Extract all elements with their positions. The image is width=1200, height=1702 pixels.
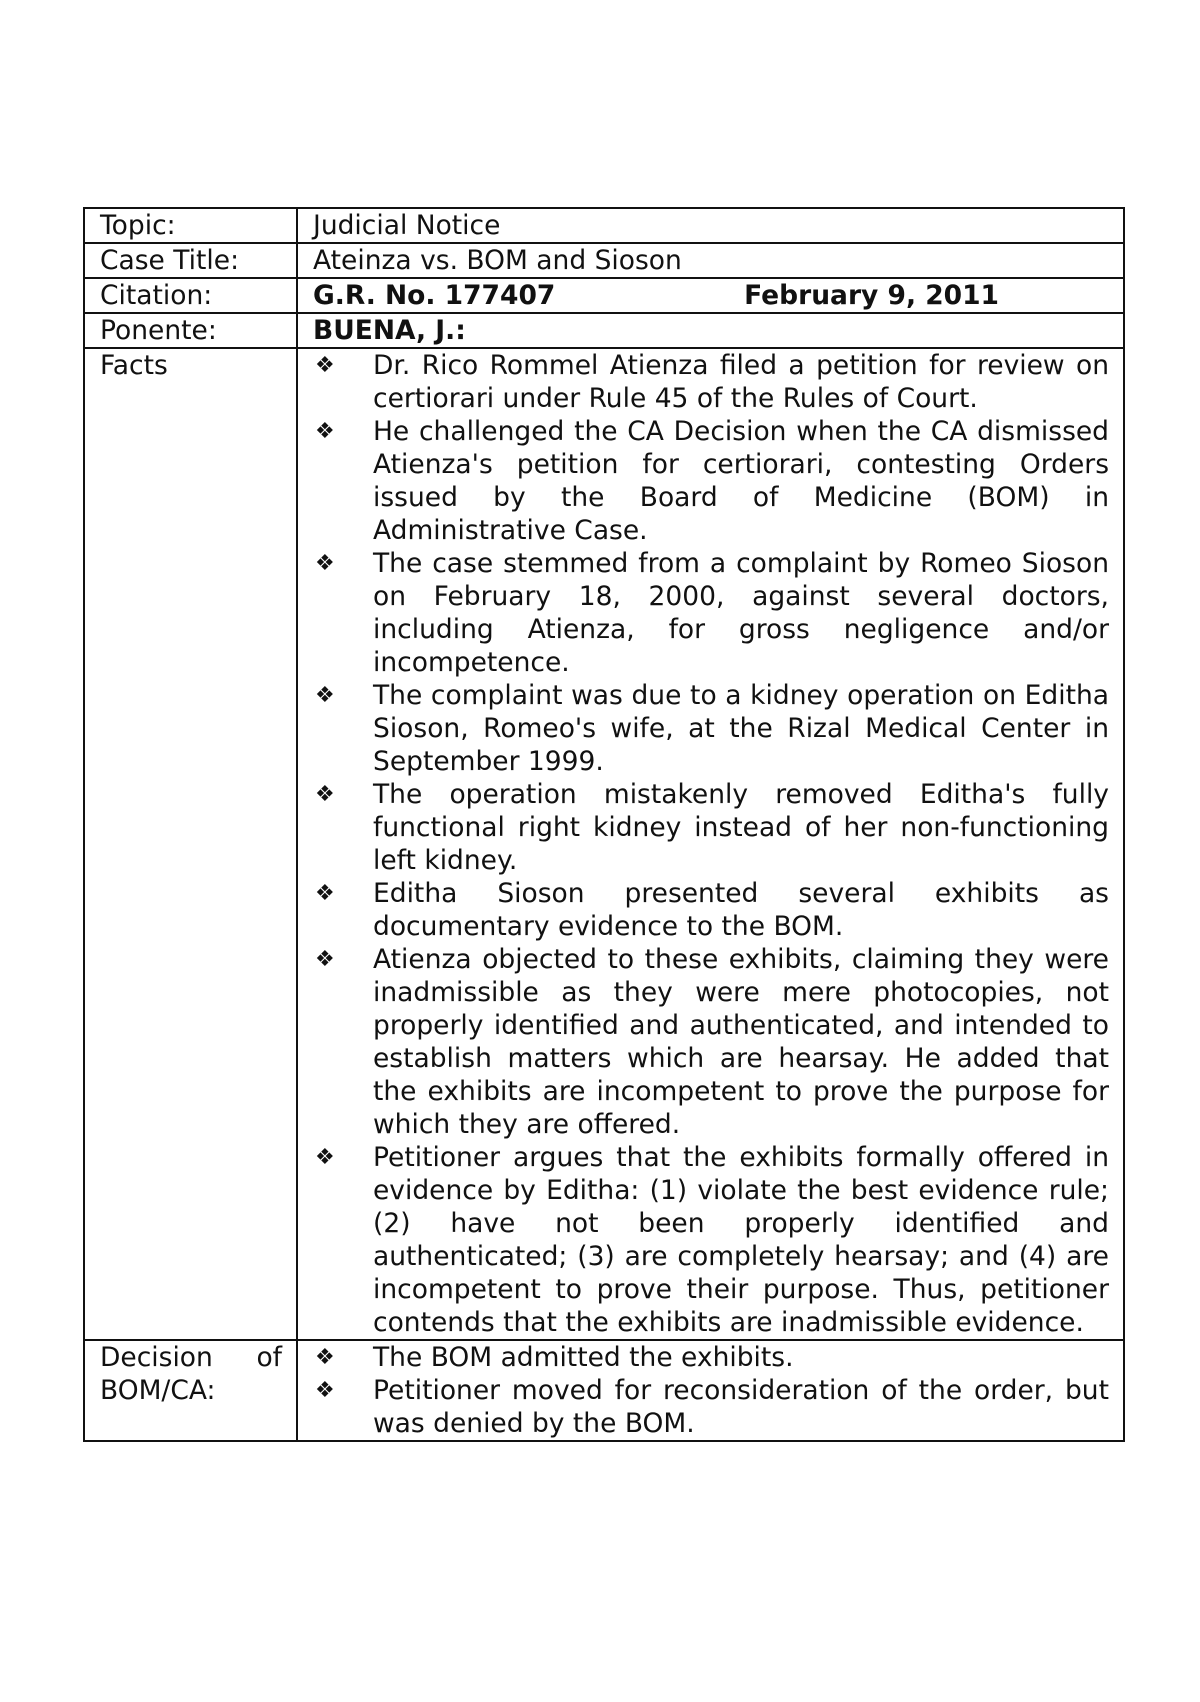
fact-item-text: The complaint was due to a kidney operation on Editha Sioson, Romeo's wife, at the Rizal Medical Center in September 1999. xyxy=(373,680,1109,777)
fact-item-text: The operation mistakenly removed Editha's fully functional right kidney instead of her non-functioning left kidney. xyxy=(373,779,1109,876)
diamond-bullet-icon: ❖ xyxy=(315,782,335,807)
facts-value xyxy=(297,348,1124,1340)
topic-value: Judicial Notice xyxy=(297,208,1124,243)
fact-item xyxy=(313,547,1109,679)
diamond-bullet-icon: ❖ xyxy=(315,419,335,444)
decision-row xyxy=(84,1340,1124,1441)
decision-label xyxy=(84,1340,297,1441)
case-title-row xyxy=(84,243,1124,278)
citation-date: February 9, 2011 xyxy=(744,280,999,311)
diamond-bullet-icon: ❖ xyxy=(315,947,335,972)
decision-item-text: The BOM admitted the exhibits. xyxy=(373,1342,794,1373)
facts-label: Facts xyxy=(84,348,297,1340)
case-digest-table xyxy=(83,207,1125,1442)
fact-item xyxy=(313,415,1109,547)
case-title-value: Ateinza vs. BOM and Sioson xyxy=(297,243,1124,278)
ponente-value: BUENA, J.: xyxy=(297,313,1124,348)
decision-label-word: Decision xyxy=(100,1342,213,1373)
decision-value xyxy=(297,1340,1124,1441)
diamond-bullet-icon: ❖ xyxy=(315,881,335,906)
decision-item xyxy=(313,1341,1109,1374)
diamond-bullet-icon: ❖ xyxy=(315,353,335,378)
diamond-bullet-icon: ❖ xyxy=(315,1145,335,1170)
fact-item xyxy=(313,1141,1109,1339)
ponente-label: Ponente: xyxy=(84,313,297,348)
ponente-row xyxy=(84,313,1124,348)
decision-item xyxy=(313,1374,1109,1440)
case-title-label: Case Title: xyxy=(84,243,297,278)
decision-item-text: Petitioner moved for reconsideration of the order, but was denied by the BOM. xyxy=(373,1375,1109,1439)
facts-row xyxy=(84,348,1124,1340)
fact-item-text: Atienza objected to these exhibits, claiming they were inadmissible as they were mere photocopies, not properly identified and authenticated, and intended to establish matters which are hearsay. He added that the exhibits are incompetent to prove the purpose for which they are offered. xyxy=(373,944,1109,1140)
fact-item-text: Dr. Rico Rommel Atienza filed a petition for review on certiorari under Rule 45 of the Rules of Court. xyxy=(373,350,1109,414)
fact-item xyxy=(313,877,1109,943)
fact-item-text: Editha Sioson presented several exhibits as documentary evidence to the BOM. xyxy=(373,878,1109,942)
topic-row xyxy=(84,208,1124,243)
citation-value xyxy=(297,278,1124,313)
fact-item xyxy=(313,778,1109,877)
topic-label: Topic: xyxy=(84,208,297,243)
fact-item-text: Petitioner argues that the exhibits formally offered in evidence by Editha: (1) violate the best evidence rule; (2) have not been properly identified and authenticated; (3) are completely hearsay; and (4) are incompetent to prove their purpose. Thus, petitioner contends that the exhibits are inadmissible evidence. xyxy=(373,1142,1109,1338)
facts-list xyxy=(313,349,1109,1339)
diamond-bullet-icon: ❖ xyxy=(315,1345,335,1370)
citation-label: Citation: xyxy=(84,278,297,313)
fact-item xyxy=(313,943,1109,1141)
fact-item xyxy=(313,349,1109,415)
diamond-bullet-icon: ❖ xyxy=(315,551,335,576)
decision-list xyxy=(313,1341,1109,1440)
diamond-bullet-icon: ❖ xyxy=(315,683,335,708)
decision-label-of: of xyxy=(256,1342,282,1373)
citation-number: G.R. No. 177407 xyxy=(313,280,556,311)
decision-label-bomca: BOM/CA: xyxy=(100,1375,216,1406)
citation-row xyxy=(84,278,1124,313)
fact-item-text: He challenged the CA Decision when the CA dismissed Atienza's petition for certiorari, contesting Orders issued by the Board of Medicine (BOM) in Administrative Case. xyxy=(373,416,1109,546)
diamond-bullet-icon: ❖ xyxy=(315,1378,335,1403)
fact-item-text: The case stemmed from a complaint by Romeo Sioson on February 18, 2000, against several doctors, including Atienza, for gross negligence and/or incompetence. xyxy=(373,548,1109,678)
fact-item xyxy=(313,679,1109,778)
